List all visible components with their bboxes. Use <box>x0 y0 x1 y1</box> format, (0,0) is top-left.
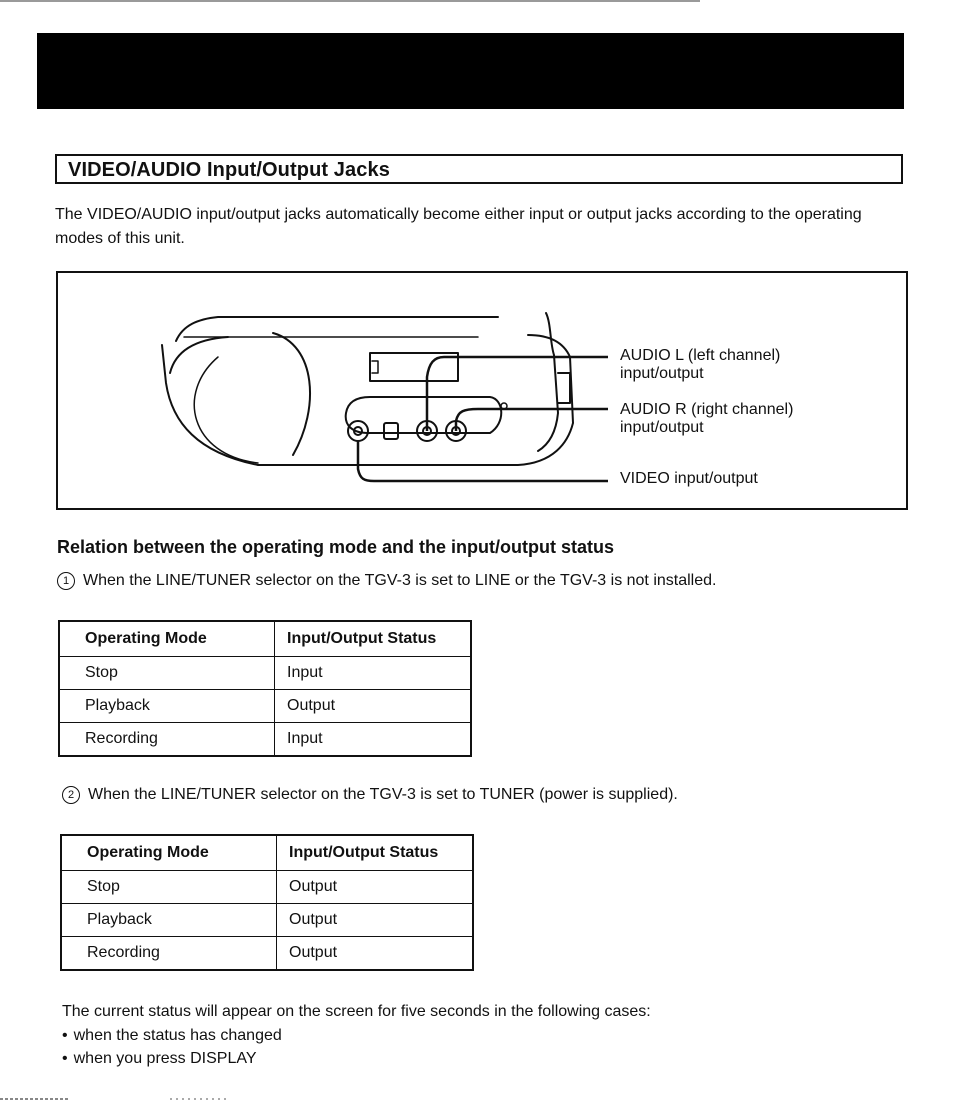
bottom-edge-marks <box>0 1096 954 1102</box>
status-cell: Output <box>275 690 472 723</box>
mode-cell: Stop <box>61 871 277 904</box>
unit-illustration <box>58 273 910 512</box>
list-item: • when the status has changed <box>62 1024 282 1047</box>
intro-paragraph: The VIDEO/AUDIO input/output jacks automatically become either input or output jacks according to the operating modes of this unit. <box>55 206 862 247</box>
table-row <box>59 723 471 757</box>
header-io-status: Input/Output Status <box>277 835 474 871</box>
status-table-1 <box>58 620 472 757</box>
relation-heading: Relation between the operating mode and the input/output status <box>57 537 615 557</box>
table-header-row <box>59 621 471 657</box>
condition-1 <box>57 572 716 590</box>
mode-cell: Recording <box>59 723 275 757</box>
jack-diagram <box>56 271 908 510</box>
header-band <box>37 33 904 109</box>
audio-r-callout <box>620 401 793 437</box>
table-row <box>61 871 473 904</box>
mode-cell: Stop <box>59 657 275 690</box>
condition-text-1: When the LINE/TUNER selector on the TGV-3 is set to LINE or the TGV-3 is not installed. <box>83 572 717 589</box>
status-table-2 <box>60 834 474 971</box>
header-operating-mode: Operating Mode <box>59 621 275 657</box>
header-io-status: Input/Output Status <box>275 621 472 657</box>
audio-r-sublabel: input/output <box>620 419 704 436</box>
mode-cell: Recording <box>61 937 277 971</box>
mode-cell: Playback <box>61 904 277 937</box>
condition-number-1: 1 <box>57 572 75 590</box>
status-cell: Output <box>277 904 474 937</box>
table-row <box>61 937 473 971</box>
status-cell: Output <box>277 871 474 904</box>
mode-cell: Playback <box>59 690 275 723</box>
list-item: • when you press DISPLAY <box>62 1047 282 1070</box>
condition-2 <box>62 786 678 804</box>
footer-bullets <box>62 1024 282 1070</box>
audio-l-callout <box>620 347 780 383</box>
audio-l-sublabel: input/output <box>620 365 704 382</box>
header-operating-mode: Operating Mode <box>61 835 277 871</box>
table-row <box>59 690 471 723</box>
table-header-row <box>61 835 473 871</box>
top-rule <box>0 0 700 2</box>
status-cell: Output <box>277 937 474 971</box>
section-title-box <box>55 154 903 184</box>
footer-paragraph: The current status will appear on the screen for five seconds in the following cases: <box>62 1003 651 1020</box>
audio-l-label: AUDIO L (left channel) <box>620 347 781 364</box>
status-cell: Input <box>275 723 472 757</box>
condition-number-2: 2 <box>62 786 80 804</box>
table-row <box>59 657 471 690</box>
table-row <box>61 904 473 937</box>
audio-r-label: AUDIO R (right channel) <box>620 401 794 418</box>
section-title: VIDEO/AUDIO Input/Output Jacks <box>68 159 390 181</box>
status-cell: Input <box>275 657 472 690</box>
condition-text-2: When the LINE/TUNER selector on the TGV-3 is set to TUNER (power is supplied). <box>88 786 678 803</box>
video-callout: VIDEO input/output <box>620 470 758 487</box>
